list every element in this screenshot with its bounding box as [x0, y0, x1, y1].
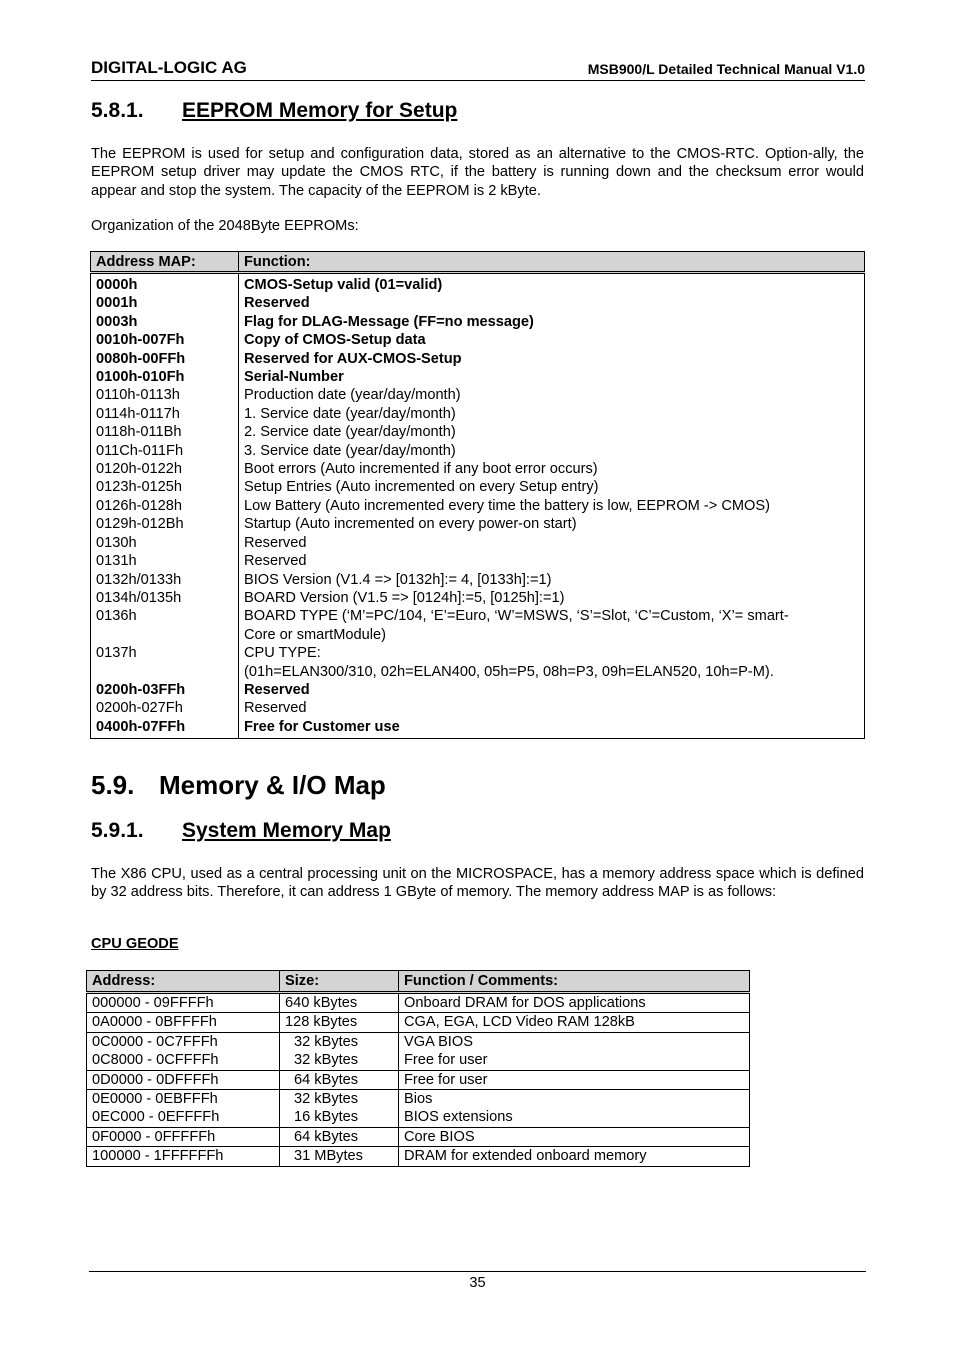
company-name: DIGITAL-LOGIC AG: [91, 58, 247, 77]
function-cell: [239, 368, 865, 386]
table-row: [87, 1070, 750, 1089]
address-cell: 0136h: [91, 607, 239, 644]
address-cell: 0134h/0135h: [91, 589, 239, 607]
function-text: Reserved: [244, 681, 310, 698]
address-text: 100000 - 1FFFFFFh: [92, 1148, 224, 1165]
address-cell: 0001h: [91, 294, 239, 312]
table-row: [91, 273, 865, 295]
size-cell: [280, 1127, 399, 1146]
eeprom-description: The EEPROM is used for setup and configuration data, stored as an alternative to the CMOS-RTC. Option-ally, the EEPROM setup driver may update the CMOS RTC, if the battery is running down and the checksum error would appear and stop the system. The capacity of the EEPROM is 2 kByte.: [91, 146, 864, 199]
function-cell: [239, 294, 865, 312]
address-cell: 0100h-010Fh: [91, 368, 239, 386]
function-text: Flag for DLAG-Message (FF=no message): [244, 313, 534, 330]
address-cell: 0118h-011Bh: [91, 423, 239, 441]
function-text: BIOS extensions: [404, 1109, 513, 1126]
function-cell: [239, 273, 865, 295]
size-text: 32 kBytes: [294, 1052, 359, 1069]
function-text: VGA BIOS: [404, 1033, 473, 1050]
function-cell: [399, 1127, 750, 1146]
function-text: Serial-Number: [244, 369, 344, 386]
table-row: [91, 350, 865, 368]
function-text: Reserved: [244, 700, 307, 717]
size-text: 32 kBytes: [294, 1091, 359, 1108]
column-header-function: Function / Comments:: [399, 971, 750, 993]
function-text: Core BIOS: [404, 1128, 475, 1145]
function-text: DRAM for extended onboard memory: [404, 1148, 647, 1165]
function-cell: [239, 350, 865, 368]
address-cell: [87, 1013, 280, 1032]
function-text-continued: (01h=ELAN300/310, 02h=ELAN400, 05h=P5, 08h=P3, 09h=ELAN520, 10h=P-M).: [244, 663, 774, 680]
address-cell: 0123h-0125h: [91, 478, 239, 496]
table-row: [87, 1090, 750, 1128]
table-row: [91, 460, 865, 478]
function-cell: [239, 534, 865, 552]
section-title: EEPROM Memory for Setup: [182, 99, 458, 122]
function-cell: [239, 423, 865, 441]
address-cell: [87, 993, 280, 1013]
section-5-9-1-heading: [91, 819, 391, 843]
address-cell: [87, 1032, 280, 1070]
table-row: [91, 405, 865, 423]
size-cell: [280, 993, 399, 1013]
table-row: [91, 368, 865, 386]
table-row: [87, 1032, 750, 1070]
table-row: [91, 313, 865, 331]
size-text: 16 kBytes: [294, 1109, 359, 1126]
size-text: 64 kBytes: [294, 1128, 359, 1145]
table-row: [91, 699, 865, 717]
address-cell: 0000h: [91, 273, 239, 295]
eeprom-organization-label: Organization of the 2048Byte EEPROMs:: [91, 218, 359, 234]
function-text: Reserved: [244, 295, 310, 312]
section-5-9-heading: [91, 770, 386, 801]
address-cell: [87, 1070, 280, 1089]
address-cell: 0003h: [91, 313, 239, 331]
table-row: [91, 718, 865, 739]
function-cell: [399, 1090, 750, 1128]
table-header-row: [87, 971, 750, 993]
function-cell: [239, 552, 865, 570]
function-cell: [239, 405, 865, 423]
address-text: 0EC000 - 0EFFFFh: [92, 1109, 220, 1126]
memory-map-description: The X86 CPU, used as a central processing unit on the MICROSPACE, has a memory address space which is defined by 32 address bits. Therefore, it can address 1 GByte of memory. The memory address MAP is as follows:: [91, 866, 864, 901]
function-cell: [239, 718, 865, 739]
table-row: [91, 423, 865, 441]
system-memory-map-table: [86, 970, 750, 1167]
function-cell: [399, 993, 750, 1013]
function-cell: [239, 497, 865, 515]
function-text: Reserved: [244, 553, 307, 570]
address-cell: 0200h-03FFh: [91, 681, 239, 699]
table-row: [91, 497, 865, 515]
table-row: [91, 534, 865, 552]
page-number: 35: [469, 1275, 486, 1291]
address-cell: 0129h-012Bh: [91, 515, 239, 533]
section-number: 5.9.1.: [91, 819, 144, 842]
function-text: Free for user: [404, 1052, 488, 1069]
function-cell: [239, 607, 865, 644]
function-text: CGA, EGA, LCD Video RAM 128kB: [404, 1014, 635, 1031]
address-cell: 0010h-007Fh: [91, 331, 239, 349]
function-text: Reserved: [244, 534, 307, 551]
function-text: Onboard DRAM for DOS applications: [404, 995, 646, 1011]
function-cell: [239, 644, 865, 681]
function-text: Copy of CMOS-Setup data: [244, 332, 426, 349]
table-row: [87, 993, 750, 1013]
size-text: 32 kBytes: [294, 1033, 359, 1050]
address-text: 0C0000 - 0C7FFFh: [92, 1033, 218, 1050]
address-text: 0E0000 - 0EBFFFh: [92, 1091, 218, 1108]
size-text: 31 MBytes: [294, 1148, 363, 1165]
table-row: [91, 478, 865, 496]
table-row: [91, 681, 865, 699]
function-text: Bios: [404, 1091, 433, 1108]
address-text: 000000 - 09FFFFh: [92, 995, 214, 1011]
function-cell: [239, 699, 865, 717]
column-header-size: Size:: [280, 971, 399, 993]
size-text: 640 kBytes: [285, 995, 358, 1011]
function-cell: [399, 1013, 750, 1032]
table-row: [91, 515, 865, 533]
cpu-geode-label: CPU GEODE: [91, 936, 179, 952]
function-text: CMOS-Setup valid (01=valid): [244, 277, 443, 293]
table-row: [91, 607, 865, 644]
table-row: [91, 571, 865, 589]
function-cell: [399, 1147, 750, 1166]
table-row: [91, 442, 865, 460]
function-text: Setup Entries (Auto incremented on every Setup entry): [244, 479, 599, 496]
function-cell: [239, 589, 865, 607]
section-number: 5.8.1.: [91, 99, 144, 122]
table-header-row: [91, 252, 865, 273]
function-text: 3. Service date (year/day/month): [244, 442, 456, 459]
function-cell: [239, 681, 865, 699]
address-cell: 0132h/0133h: [91, 571, 239, 589]
function-cell: [239, 331, 865, 349]
address-cell: 0400h-07FFh: [91, 718, 239, 739]
function-cell: [239, 313, 865, 331]
eeprom-address-table: [90, 251, 865, 739]
address-cell: 011Ch-011Fh: [91, 442, 239, 460]
address-text: 0D0000 - 0DFFFFh: [92, 1071, 219, 1088]
column-header-function: Function:: [239, 252, 865, 273]
function-text: Boot errors (Auto incremented if any boot error occurs): [244, 461, 598, 478]
function-text: Low Battery (Auto incremented every time the battery is low, EEPROM -> CMOS): [244, 497, 770, 514]
function-text: Free for Customer use: [244, 718, 400, 735]
size-cell: [280, 1013, 399, 1032]
table-row: [91, 331, 865, 349]
function-text: BIOS Version (V1.4 => [0132h]:= 4, [0133h]:=1): [244, 571, 552, 588]
function-text: BOARD TYPE (‘M’=PC/104, ‘E’=Euro, ‘W’=MSWS, ‘S’=Slot, ‘C’=Custom, ‘X’= smart-: [244, 608, 789, 625]
table-row: [87, 1147, 750, 1166]
function-text: Free for user: [404, 1071, 488, 1088]
address-text: 0F0000 - 0FFFFFh: [92, 1128, 216, 1145]
table-row: [91, 552, 865, 570]
size-cell: [280, 1070, 399, 1089]
address-cell: 0130h: [91, 534, 239, 552]
section-title: System Memory Map: [182, 819, 391, 842]
manual-title: MSB900/L Detailed Technical Manual V1.0: [587, 61, 865, 77]
address-cell: 0126h-0128h: [91, 497, 239, 515]
section-title: Memory & I/O Map: [159, 770, 386, 800]
address-text: 0C8000 - 0CFFFFh: [92, 1052, 219, 1069]
size-cell: [280, 1147, 399, 1166]
address-cell: 0114h-0117h: [91, 405, 239, 423]
function-cell: [239, 515, 865, 533]
section-5-8-1-heading: [91, 99, 457, 123]
function-text: Production date (year/day/month): [244, 387, 461, 404]
table-row: [87, 1013, 750, 1032]
function-cell: [399, 1070, 750, 1089]
size-text: 64 kBytes: [294, 1071, 359, 1088]
table-row: [91, 589, 865, 607]
size-cell: [280, 1090, 399, 1128]
page-header: [91, 56, 865, 81]
address-cell: [87, 1090, 280, 1128]
address-cell: [87, 1147, 280, 1166]
function-text-continued: Core or smartModule): [244, 626, 386, 643]
address-cell: 0080h-00FFh: [91, 350, 239, 368]
column-header-address: Address MAP:: [91, 252, 239, 273]
table-row: [91, 386, 865, 404]
address-cell: 0110h-0113h: [91, 386, 239, 404]
function-text: Reserved for AUX-CMOS-Setup: [244, 350, 462, 367]
size-text: 128 kBytes: [285, 1014, 358, 1031]
function-cell: [399, 1032, 750, 1070]
function-cell: [239, 571, 865, 589]
function-text: CPU TYPE:: [244, 645, 321, 662]
section-number: 5.9.: [91, 770, 135, 800]
column-header-address: Address:: [87, 971, 280, 993]
address-text: 0A0000 - 0BFFFFh: [92, 1014, 217, 1031]
function-text: 1. Service date (year/day/month): [244, 405, 456, 422]
table-row: [87, 1127, 750, 1146]
address-cell: [87, 1127, 280, 1146]
address-cell: 0120h-0122h: [91, 460, 239, 478]
function-text: BOARD Version (V1.5 => [0124h]:=5, [0125h]:=1): [244, 589, 565, 606]
address-cell: 0200h-027Fh: [91, 699, 239, 717]
function-text: 2. Service date (year/day/month): [244, 424, 456, 441]
page-footer: [89, 1271, 866, 1291]
table-row: [91, 644, 865, 681]
function-cell: [239, 460, 865, 478]
function-cell: [239, 386, 865, 404]
size-cell: [280, 1032, 399, 1070]
address-cell: 0131h: [91, 552, 239, 570]
function-cell: [239, 478, 865, 496]
table-row: [91, 294, 865, 312]
address-cell: 0137h: [91, 644, 239, 681]
function-cell: [239, 442, 865, 460]
function-text: Startup (Auto incremented on every power-on start): [244, 516, 577, 533]
